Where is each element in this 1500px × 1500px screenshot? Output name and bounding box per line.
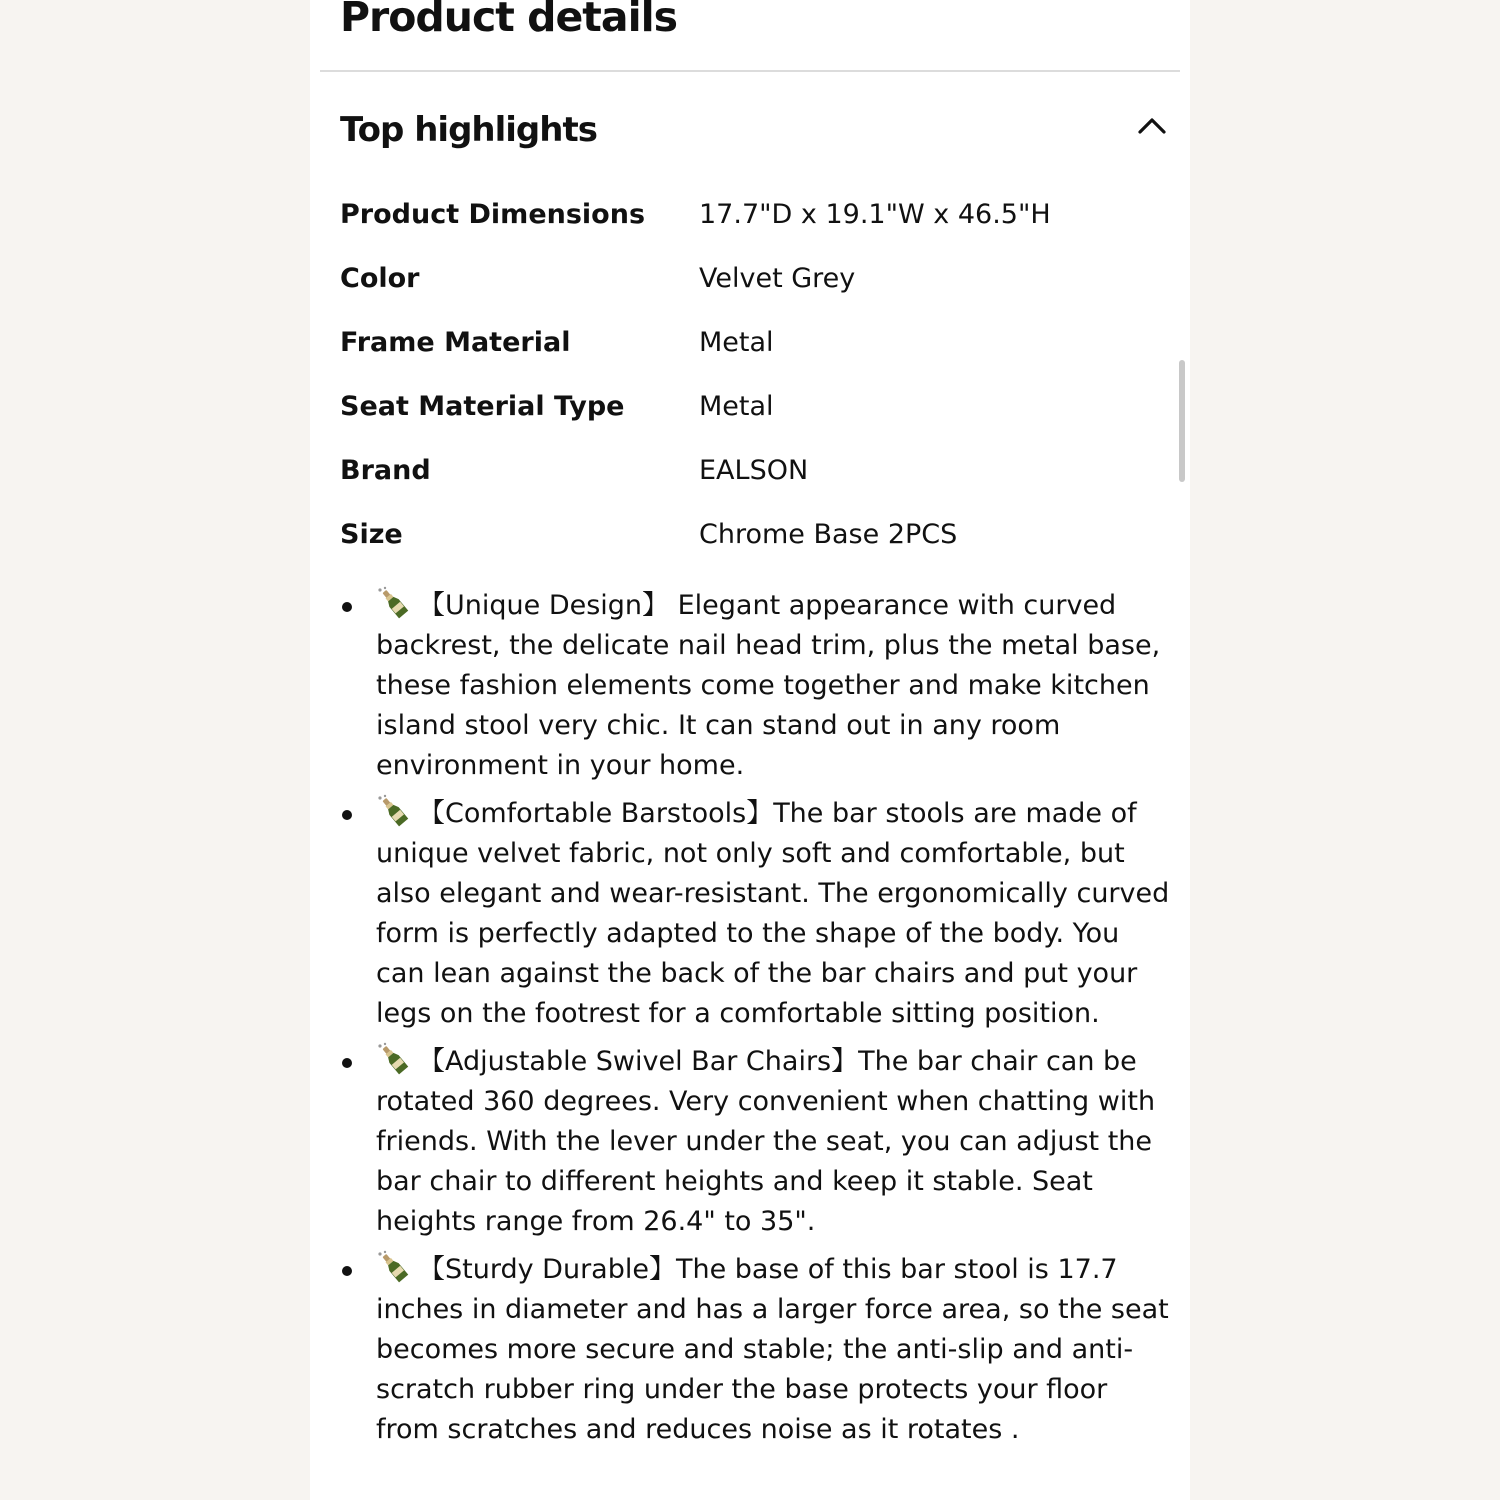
spec-value: Metal <box>699 326 774 358</box>
spec-value: 17.7"D x 19.1"W x 46.5"H <box>699 198 1051 230</box>
spec-label: Brand <box>340 454 431 486</box>
list-item <box>340 1250 1170 1450</box>
spec-value: Velvet Grey <box>699 262 856 294</box>
spec-label: Size <box>340 518 403 550</box>
bullet-text: 【Comfortable Barstools】The bar stools are made of unique velvet fabric, not only soft and comfortable, but also elegant and wear-resistant. The ergonomically curved form is perfectly adapted to the shape of the body. You can lean against the back of the bar chairs and put your legs on the footrest for a comfortable sitting position. <box>376 798 1170 1029</box>
spec-label: Seat Material Type <box>340 390 625 422</box>
bullet-text: 【Sturdy Durable】The base of this bar stool is 17.7 inches in diameter and has a larger force area, so the seat becomes more secure and stable; the anti-slip and anti-scratch rubber ring under the base protects your floor from scratches and reduces noise as it rotates . <box>376 1254 1169 1445</box>
feature-bullet-list <box>340 586 1170 1458</box>
title-divider <box>320 70 1180 72</box>
scrollbar-thumb[interactable] <box>1179 360 1185 482</box>
spec-table <box>340 182 1170 566</box>
spec-value: Chrome Base 2PCS <box>699 518 958 550</box>
bullet-dot <box>342 602 352 612</box>
list-item <box>340 1042 1170 1242</box>
spec-row-seat-material <box>340 374 1170 438</box>
bullet-dot <box>342 1266 352 1276</box>
spec-row-frame-material <box>340 310 1170 374</box>
section-title: Top highlights <box>340 110 597 150</box>
chevron-up-icon <box>1137 117 1167 135</box>
list-item <box>340 586 1170 786</box>
spec-row-color <box>340 246 1170 310</box>
page-title: Product details <box>340 0 678 41</box>
collapse-button[interactable] <box>1134 108 1170 144</box>
champagne-bottle-icon <box>376 1042 412 1076</box>
bullet-dot <box>342 1058 352 1068</box>
spec-label: Frame Material <box>340 326 571 358</box>
spec-row-brand <box>340 438 1170 502</box>
bullet-text: 【Adjustable Swivel Bar Chairs】The bar chair can be rotated 360 degrees. Very convenient when chatting with friends. With the lever under the seat, you can adjust the bar chair to different heights and keep it stable. Seat heights range from 26.4" to 35". <box>376 1046 1156 1237</box>
bullet-text: 【Unique Design】 Elegant appearance with curved backrest, the delicate nail head trim, plus the metal base, these fashion elements come together and make kitchen island stool very chic. It can stand out in any room environment in your home. <box>376 590 1161 781</box>
top-highlights-header[interactable] <box>340 100 1170 160</box>
spec-label: Product Dimensions <box>340 198 646 230</box>
bullet-dot <box>342 810 352 820</box>
product-details-panel <box>310 0 1190 1500</box>
champagne-bottle-icon <box>376 1250 412 1284</box>
spec-label: Color <box>340 262 420 294</box>
spec-row-dimensions <box>340 182 1170 246</box>
spec-row-size <box>340 502 1170 566</box>
spec-value: Metal <box>699 390 774 422</box>
spec-value: EALSON <box>699 454 809 486</box>
champagne-bottle-icon <box>376 794 412 828</box>
list-item <box>340 794 1170 1034</box>
champagne-bottle-icon <box>376 586 412 620</box>
